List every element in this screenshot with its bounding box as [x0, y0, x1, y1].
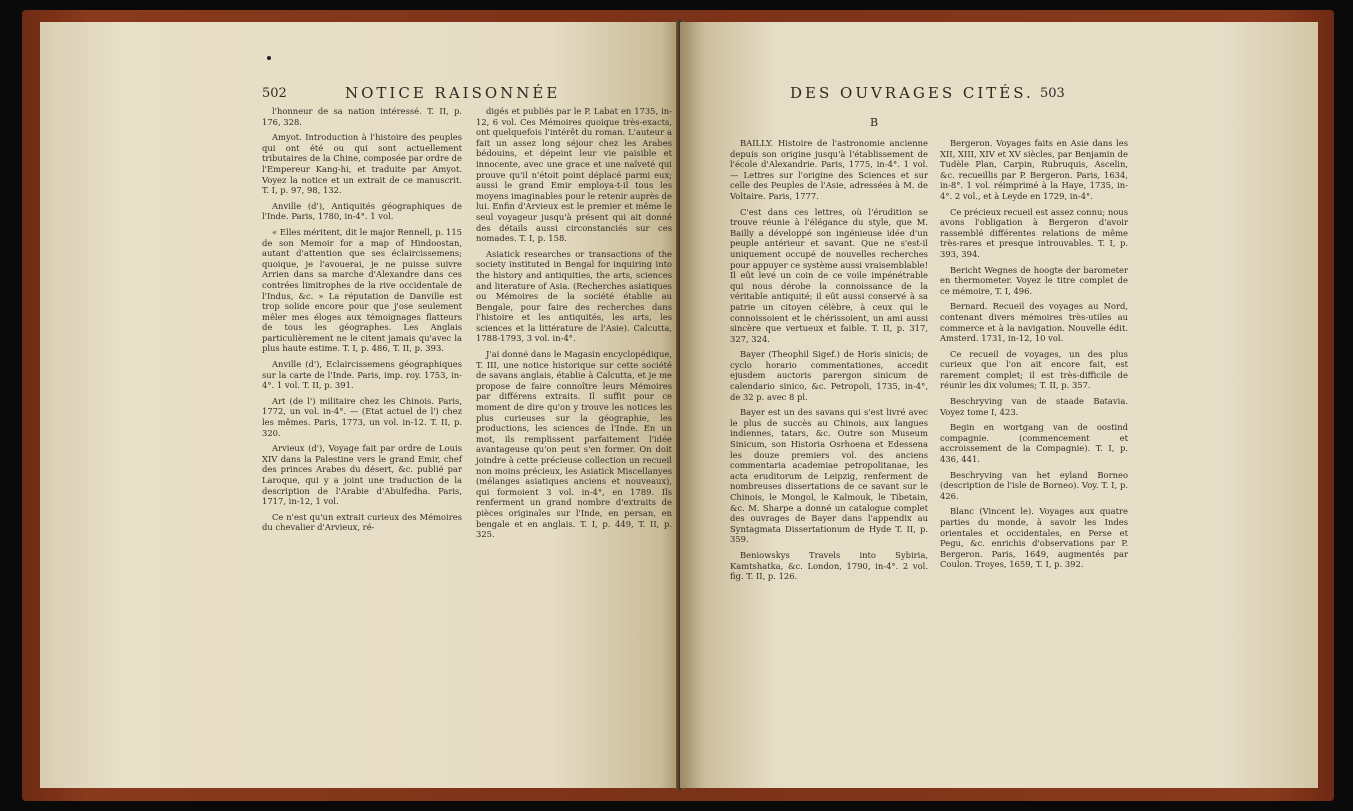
entry: C'est dans ces lettres, où l'érudition se trouve réunie à l'élégance du style, que M. Bailly a développé son ingénieuse idée d'un peuple antérieur et savant. Que ne s'est-il uniquement occupé de nouvelles recherches pour appuyer ce système aussi vraisemblable! Il eût levé un coin de ce voile impénétrable qui nous dérobe la connoissance de la véritable antiquité; il eût aussi conservé à sa patrie un citoyen célèbre, à ceux qui le connoissoient et le chérissoient, un ami aussi sincère que vertueux et faible. T. II, p. 317, 327, 324. — [730, 206, 928, 344]
left-page-number: 502 — [262, 86, 287, 101]
entry: l'honneur de sa nation intéressé. T. II, p. 176, 328. — [262, 106, 462, 127]
left-column-1 — [262, 106, 462, 538]
entry: Begin en wortgang van de oostind compagnie. (commencement et accroissement de la Compagnie). T. I, p. 436, 441. — [940, 422, 1128, 465]
entry: Ce n'est qu'un extrait curieux des Mémoires du chevalier d'Arvieux, ré- — [262, 511, 462, 533]
ink-dot — [267, 56, 271, 60]
left-page-header: NOTICE RAISONNÉE — [345, 84, 561, 102]
entry: Amyot. Introduction à l'histoire des peuples qui ont été ou qui sont actuellement tributaires de la Chine, composée par ordre de l'Empereur Kang-hi, et traduite par Amyot. Voyez la notice et un extrait de ce manuscrit. T. I, p. 97, 98, 132. — [262, 132, 462, 196]
entry: Bericht Wegnes de hoogte der barometer en thermometer. Voyez le titre complet de ce mémoire, T. I, 496. — [940, 264, 1128, 296]
entry: digés et publiés par le P. Labat en 1735, in-12, 6 vol. Ces Mémoires quoique très-exacts, ont quelquefois l'intérêt du roman. L'auteur a fait un assez long séjour chez les Arabes bédouins, et dépeint leur vie paisible et innocente, avec une grace et une naïveté qui prouve qu'il n'étoit point déplacé parmi eux; aussi le grand Emir employa-t-il tous les moyens imaginables pour le retenir auprès de lui. Enfin d'Arvieux est le premier et même le seul voyageur jusqu'à présent qui ait donné des détails aussi circonstanciés sur ces nomades. T. I, p. 158. — [476, 106, 672, 244]
entry: Ce précieux recueil est assez connu; nous avons l'obligation à Bergeron d'avoir rassemblé différentes relations de même très-rares et presque introuvables. T. I, p. 393, 394. — [940, 206, 1128, 259]
section-letter: B — [870, 116, 879, 129]
entry: Bayer est un des savans qui s'est livré avec le plus de succès au Chinois, aux langues indiennes, tatars, &c. Outre son Museum Sinicum, son Historia Osrhoena et Edessena les douze premiers vol. des anciens commentaria academiae petropolitanae, les acta eruditorum de Leipzig, renferment de nombreuses dissertations de ce savant sur le Chinois, le Mongol, le Kalmouk, le Tibetain, &c. M. Sharpe a donné un catalogue complet des ouvrages de Bayer dans l'appendix au Syntagmata Dissertationum de Hyde T. II, p. 359. — [730, 407, 928, 545]
entry: J'ai donné dans le Magasin encyclopédique, T. III, une notice historique sur cette société de savans anglais, établie à Calcutta, et je me propose de faire connoître leurs Mémoires par différens extraits. Il suffit pour ce moment de dire qu'on y trouve les notices les plus curieuses sur la géographie, les productions, les sciences de l'Inde. En un mot, ils remplissent parfaitement l'idée avantageuse qu'on peut s'en former. On doit joindre à cette précieuse collection un recueil non moins précieux, les Asiatick Miscellanyes (mélanges asiatiques anciens et nouveaux), qui formoient 3 vol. in-4°, en 1789. Ils renferment un grand nombre d'extraits de pièces originales sur l'Inde, en persan, en bengale et en anglais. T. I, p. 449, T. II, p. 325. — [476, 349, 672, 540]
entry: Beschryving van de staade Batavia. Voyez tome I, 423. — [940, 396, 1128, 417]
left-page — [40, 22, 680, 788]
entry: Art (de l') militaire chez les Chinois. Paris, 1772, un vol. in-4°. — (Etat actuel de l') chez les mêmes. Paris, 1773, un vol. in-12. T. II, p. 320. — [262, 395, 462, 438]
entry: Anville (d'), Eclaircissemens géographiques sur la carte de l'Inde. Paris, imp. roy. 1753, in-4°. 1 vol. T. II, p. 391. — [262, 359, 462, 391]
entry: BAILLY. Histoire de l'astronomie ancienne depuis son origine jusqu'à l'établissement de l'école d'Alexandrie. Paris, 1775, in-4°. 1 vol. — Lettres sur l'origine des Sciences et sur celle des Peuples de l'Asie, adressées à M. de Voltaire. Paris, 1777. — [730, 138, 928, 201]
entry: « Elles méritent, dit le major Rennell, p. 115 de son Memoir for a map of Hindoostan, autant d'attention que ses éclaircissemens; quoique, je l'avouerai, je ne puisse suivre Arrien dans sa marche d'Alexandre dans ces contrées limitrophes de la rive occidentale de l'Indus, &c. » La réputation de Danville est trop solide encore pour que j'ose seulement mêler mes éloges aux témoignages flatteurs de tous les géographes. Les Anglais particulièrement ne le citent jamais qu'avec la plus haute estime. T. I, p. 486, T. II, p. 393. — [262, 226, 462, 354]
entry: Blanc (Vincent le). Voyages aux quatre parties du monde, à savoir les Indes orientales et occidentales, en Perse et Pegu, &c. enrichis d'observations par P. Bergeron. Paris, 1649, augmentés par Coulon. Troyes, 1659, T. I, p. 392. — [940, 506, 1128, 570]
entry: Beschryving van het eyland Borneo (description de l'isle de Borneo). Voy. T. I, p. 426. — [940, 469, 1128, 501]
entry: Asiatick researches or transactions of the society instituted in Bengal for inquiring into the history and antiquities, the arts, sciences and literature of Asia. (Recherches asiatiques ou Mémoires de la société établie au Bengale, pour faire des recherches dans l'histoire et les antiquités, les arts, les sciences et la littérature de l'Asie). Calcutta, 1788-1793, 3 vol. in-4°. — [476, 248, 672, 344]
entry: Bergeron. Voyages faits en Asie dans les XII, XIII, XIV et XV siècles, par Benjamin de Tudèle Plan, Carpin, Rubruquis, Ascelin, &c. recueillis par P. Bergeron. Paris, 1634, in-8°. 1 vol. réimprimé à la Haye, 1735, in-4°. 2 vol., et à Leyde en 1729, in-4°. — [940, 138, 1128, 201]
right-page — [680, 22, 1318, 788]
right-page-number: 503 — [1040, 86, 1065, 101]
right-column-2 — [940, 138, 1128, 575]
right-page-header: DES OUVRAGES CITÉS. — [790, 84, 1034, 102]
entry: Bayer (Theophil Sigef.) de Horis sinicis; de cyclo horario commentationes, accedit ejusdem auctoris parergon sinicum de calendario sinico, &c. Petropoli, 1735, in-4°, de 32 p. avec 8 pl. — [730, 349, 928, 402]
entry: Bernard. Recueil des voyages au Nord, contenant divers mémoires très-utiles au commerce et à la navigation. Nouvelle édit. Amsterd. 1731, in-12, 10 vol. — [940, 301, 1128, 344]
left-column-2 — [476, 106, 672, 545]
right-column-1 — [730, 138, 928, 587]
entry: Arvieux (d'), Voyage fait par ordre de Louis XIV dans la Palestine vers le grand Emir, chef des princes Arabes du désert, &c. publié par Laroque, qui y a joint une traduction de la description de l'Arabie d'Abulfedha. Paris, 1717, in-12, 1 vol. — [262, 443, 462, 507]
entry: Beniowskys Travels into Sybiria, Kamtshatka, &c. London, 1790, in-4°. 2 vol. fig. T. II, p. 126. — [730, 549, 928, 582]
entry: Anville (d'), Antiquités géographiques de l'Inde. Paris, 1780, in-4°. 1 vol. — [262, 200, 462, 222]
entry: Ce recueil de voyages, un des plus curieux que l'on ait encore fait, est rarement complet; il est très-difficile de réunir les dix volumes; T. II, p. 357. — [940, 348, 1128, 391]
